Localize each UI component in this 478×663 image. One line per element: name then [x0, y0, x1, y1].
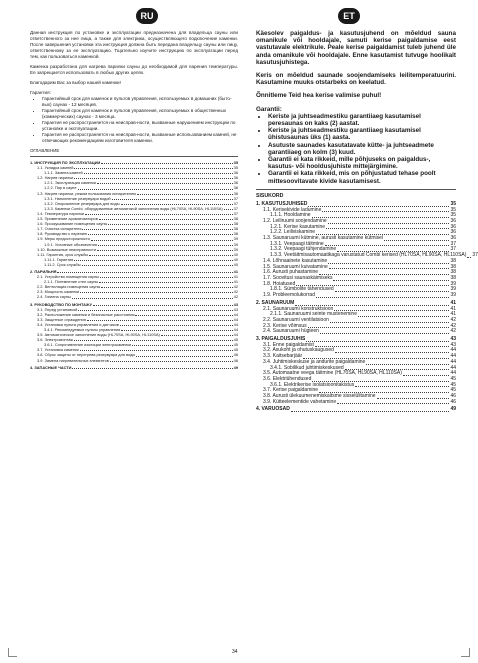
- toc-entry-page: 40: [233, 256, 238, 262]
- toc-leader-dots: [312, 217, 450, 218]
- toc-entry-title: 1.8. Hoiatused: [263, 280, 296, 287]
- toc-entry-page: 46: [450, 393, 456, 400]
- toc-entry-page: 36: [233, 185, 238, 191]
- toc-entry-title: 3.6. Elektriühendused: [263, 375, 312, 382]
- toc-leader-dots: [78, 310, 232, 311]
- language-badge-ru: RU: [136, 8, 158, 24]
- toc-entry-page: 41: [450, 305, 456, 312]
- toc-entry-page: 38: [450, 269, 456, 276]
- toc-entry-title: 1.3.2. Опорожнение резервуара для воды: [44, 200, 120, 206]
- toc-entry-title: 1.6. Проскушивание помещения сауны: [37, 221, 108, 227]
- toc-entry: [256, 400, 456, 406]
- toc-leader-dots: [74, 340, 233, 341]
- toc-leader-dots: [87, 320, 233, 321]
- toc-entry: [256, 293, 456, 299]
- toc-leader-dots: [74, 168, 232, 169]
- toc-entry-title: 3.1. Enne paigaldamist: [263, 341, 314, 348]
- toc-entry-page: 37: [233, 200, 238, 206]
- toc-leader-dots: [99, 219, 233, 220]
- thanks-paragraph: Õnnitleme Teid hea kerise valimise puhul!: [256, 92, 382, 100]
- toc-entry-page: 43: [233, 301, 238, 307]
- toc-leader-dots: [82, 229, 232, 230]
- toc-entry-page: 49: [233, 364, 238, 370]
- table-of-contents: [30, 160, 238, 370]
- toc-entry: [30, 262, 238, 267]
- toc-leader-dots: [101, 287, 232, 288]
- toc-entry-title: 2.2. Saunaruumi ventilatsioon: [263, 316, 329, 323]
- toc-leader-dots: [384, 240, 449, 241]
- toc-entry-page: 46: [450, 398, 456, 405]
- toc-leader-dots: [110, 361, 233, 362]
- toc-entry-title: 1.8.1. Sümbolite tähendused: [270, 286, 334, 293]
- toc-entry-page: 42: [450, 316, 456, 323]
- toc-entry-page: 45: [233, 342, 238, 348]
- toc-entry-page: 41: [450, 311, 456, 318]
- toc-entry-page: 40: [233, 261, 238, 267]
- toc-leader-dots: [121, 330, 232, 331]
- toc-entry-page: 41: [233, 274, 238, 280]
- toc-entry-title: 2.2. Вентиляция помещения сауны: [37, 284, 101, 290]
- toc-entry-title: 2.3. Мощность каменки: [37, 289, 80, 295]
- toc-entry-page: 36: [233, 175, 238, 181]
- toc-entry-page: 43: [233, 306, 238, 312]
- toc-entry-title: 3.8. Сброс защиты от перегрева резервуара для воды: [37, 352, 136, 358]
- toc-entry-page: 35: [450, 206, 456, 213]
- toc-entry-title: 1.11.1. Гарантия: [44, 256, 74, 262]
- guarantee-item: • Гарантийный срок для каменок и пультов управления, используемых в домашних (быто-вых) саунах - 12 месяцев.: [42, 96, 238, 108]
- toc-leader-dots: [97, 183, 233, 184]
- toc-leader-dots: [80, 292, 232, 293]
- toc-entry-title: 4. VARUOSAD: [256, 406, 290, 413]
- toc-leader-dots: [337, 403, 449, 404]
- toc-entry: [30, 294, 238, 299]
- table-of-contents: [256, 200, 478, 413]
- toc-entry-title: 1.9.1. Условные обозначения: [44, 241, 97, 247]
- toc-entry-page: 44: [233, 321, 238, 327]
- toc-leader-dots: [72, 298, 233, 299]
- divider: [256, 189, 456, 190]
- toc-leader-dots: [467, 257, 471, 258]
- toc-entry-page: 38: [233, 221, 238, 227]
- toc-entry-title: 1.1. Укладка камней: [37, 165, 74, 171]
- toc-leader-dots: [132, 345, 233, 346]
- toc-entry-title: 2.1. Saunaruumi konstruktsioon: [263, 305, 334, 312]
- toc-entry-page: 40: [233, 251, 238, 257]
- toc-leader-dots: [121, 204, 233, 205]
- toc-entry-page: 45: [233, 347, 238, 353]
- toc-entry-page: 36: [450, 229, 456, 236]
- toc-leader-dots: [98, 245, 233, 246]
- toc-entry-title: 3.9. Замена нагревательных элементов: [37, 357, 109, 363]
- toc-entry-title: 1.9. Probleemolukorrad: [263, 292, 315, 299]
- toc-leader-dots: [366, 364, 449, 365]
- toc-leader-dots: [101, 163, 232, 164]
- guarantee-item: • Keriste ja juhtseadmestiku garantiiaeg kasutamisel peresaunas on kaks (2) aastat.: [268, 113, 456, 127]
- toc-entry-page: 44: [450, 364, 456, 371]
- toc-leader-dots: [137, 194, 233, 195]
- toc-entry-title: 3.7. Kerise paigaldamine: [263, 387, 319, 394]
- toc-leader-dots: [85, 214, 233, 215]
- toc-entry-title: 3. PAIGALDUSJUHIS: [256, 336, 306, 343]
- toc-leader-dots: [333, 280, 449, 281]
- toc-entry-page: 44: [450, 358, 456, 365]
- toc-entry-title: 1. KASUTUSJUHISED: [256, 200, 308, 207]
- toc-leader-dots: [99, 282, 232, 283]
- toc-entry-title: 1.7. Очистка испарителя: [37, 226, 82, 232]
- toc-entry-title: 3.5. Automaatne veega täitmine (HL70SA, HL90SA, HL110SA): [263, 370, 402, 377]
- purpose-paragraph: Каменка разработана для нагрева парилки сауны до необходимой для парения температуры. Ее запрещается использовать в любых других целях.: [30, 64, 238, 75]
- toc-entry-page: 36: [450, 223, 456, 230]
- toc-entry-title: 1.2.2. Leiliviskamine: [270, 229, 316, 236]
- toc-entry-title: 4. ЗАПАСНЫЕ ЧАСТИ: [30, 364, 72, 370]
- toc-entry-page: 37: [233, 195, 238, 201]
- toc-entry-title: 3.5. Автоматическое заполнение воды (HL70SA, HL90SA, HL110SA): [37, 332, 160, 338]
- toc-entry-title: 1.1.1. Замена камней: [44, 170, 83, 176]
- toc-entry-title: 1.3.1. Veepaagi täitmine: [270, 240, 324, 247]
- toc-entry-page: 38: [450, 263, 456, 270]
- toc-entry-page: 44: [233, 316, 238, 322]
- toc-entry-title: 2.1.1. Saunaruumi seinte mustenemine: [270, 311, 357, 318]
- guarantee-item: • Гарантия не распространяется на неисправ-ности, вызванные нарушением инструкции по установке и эксплуатации.: [42, 120, 238, 132]
- toc-entry-title: 3.7. Установка каменки: [37, 347, 79, 353]
- toc-entry-page: 35: [450, 212, 456, 219]
- toc-entry-page: 44: [233, 327, 238, 332]
- toc-entry-title: 1.10. Возможные неисправности: [37, 246, 96, 252]
- toc-entry-title: 1.3.3. Каменки Combi, оборудованные автоматикой заполнения воды (HL70SA, HL90SA, HL110SA): [44, 205, 223, 211]
- toc-entry-title: 2. SAUNARUUM: [256, 299, 295, 306]
- guarantee-list: [256, 113, 456, 185]
- toc-leader-dots: [403, 375, 450, 376]
- toc-entry-page: 42: [233, 294, 238, 300]
- toc-leader-dots: [80, 350, 233, 351]
- toc-entry-title: 3.6.1. Сопротивление изоляции электрокаменки: [44, 342, 132, 348]
- toc-leader-dots: [112, 199, 233, 200]
- toc-leader-dots: [97, 250, 233, 251]
- purpose-paragraph: Keris on mõeldud saunade soojendamiseks leilitemperatuurini. Kasutamine muuks otstarbeks on keelatud.: [256, 72, 456, 87]
- toc-entry: [256, 329, 456, 335]
- toc-leader-dots: [89, 255, 233, 256]
- toc-leader-dots: [120, 325, 233, 326]
- guarantee-item: • Garantii ei kata rikkeid, mille põhjuseks on paigaldus-, kasutus- või hooldusjuhiste mittejärgimine.: [268, 156, 456, 170]
- toc-leader-dots: [74, 178, 232, 179]
- toc-entry-title: 1.2.1. Эксплуатация каменки: [44, 180, 96, 186]
- toc-leader-dots: [78, 189, 233, 190]
- toc-leader-dots: [322, 211, 449, 212]
- toc-entry-page: 36: [233, 170, 238, 176]
- toc-entry-page: 39: [233, 236, 238, 242]
- toc-leader-dots: [329, 268, 450, 269]
- toc-entry-title: 1.3. Saunaruumi kütmine, aurusti kasutamine kütmisel: [263, 235, 384, 242]
- toc-entry-title: 1.2.2. Пар в сауне: [44, 185, 77, 191]
- toc-entry-page: 44: [450, 347, 456, 354]
- toc-entry-page: 38: [450, 257, 456, 264]
- toc-leader-dots: [358, 316, 449, 317]
- toc-leader-dots: [100, 277, 233, 278]
- toc-entry-page: 44: [233, 311, 238, 317]
- guarantee-item: • Гарантийный срок для каменок и пультов управления, используемых в общественных (коммерческих) саунах - 3 месяца.: [42, 108, 238, 120]
- toc-entry-title: 1.1. Kerisekivide ladumine: [263, 206, 322, 213]
- toc-entry-title: 1.5. Применение ароматизаторов: [37, 216, 98, 222]
- toc-entry-title: 3.3. Защитные ограждения: [37, 316, 86, 322]
- toc-entry-page: 39: [450, 286, 456, 293]
- divider: [30, 156, 238, 157]
- toc-entry-title: 2.1.1. Потемнение стен сауны: [44, 279, 99, 285]
- toc-leader-dots: [319, 274, 449, 275]
- toc-entry-page: 37: [450, 246, 456, 253]
- guarantee-item: • Asutuste saunades kasutatavate kütte- ja juhtseadmete garantiiaeg on kolm (3) kuud.: [268, 142, 456, 156]
- toc-entry-page: 38: [233, 226, 238, 232]
- toc-entry-page: 42: [233, 284, 238, 290]
- toc-leader-dots: [224, 209, 233, 210]
- toc-entry-title: 1.11. Гарантия, срок службы: [37, 251, 89, 257]
- toc-entry-title: 1.11.2. Срок службы: [44, 261, 81, 267]
- toc-leader-dots: [320, 333, 450, 334]
- crop-mark: [8, 648, 17, 657]
- page-number: 34: [232, 649, 238, 655]
- russian-column: [30, 30, 238, 370]
- toc-entry-title: 3.2. Asukoht ja ohutuskaugused: [263, 347, 334, 354]
- toc-entry: [30, 365, 238, 370]
- toc-leader-dots: [84, 173, 233, 174]
- toc-entry-title: 1.1.1. Hooldamine: [270, 212, 311, 219]
- toc-entry-title: 1.3.2. Veepaagi tühjendamine: [270, 246, 337, 253]
- toc-entry-page: 37: [233, 210, 238, 216]
- toc-entry-page: 43: [450, 336, 456, 343]
- guarantee-item: • Garantii ei kata rikkeid, mis on põhjustatud tehase poolt mittesoovitavate kivide kasutamisest.: [268, 170, 456, 184]
- guarantee-list: [30, 96, 238, 144]
- toc-entry-title: 2. ПАРИЛЬНЯ: [30, 268, 57, 274]
- toc-leader-dots: [161, 335, 233, 336]
- toc-entry-page: 36: [450, 235, 456, 242]
- toc-leader-dots: [326, 228, 449, 229]
- toc-leader-dots: [308, 327, 450, 328]
- toc-entry-title: 3.2. Расположение каменки и безопасные расстояния: [37, 311, 135, 317]
- toc-entry-title: 1.6. Aurusti puhastamine: [263, 269, 319, 276]
- toc-entry-title: 1.2. Нагрев парилки: [37, 175, 74, 181]
- toc-entry-page: 37: [450, 240, 456, 247]
- toc-leader-dots: [377, 398, 450, 399]
- toc-leader-dots: [136, 356, 233, 357]
- toc-entry-title: 1. ИНСТРУКЦИЯ ПО ЭКСПЛУАТАЦИИ: [30, 160, 101, 165]
- toc-leader-dots: [328, 223, 450, 224]
- toc-entry-page: 38: [233, 216, 238, 222]
- toc-leader-dots: [74, 260, 232, 261]
- toc-entry-page: 41: [450, 299, 456, 306]
- toc-entry-page: 41: [233, 268, 238, 274]
- toc-entry-title: 1.3.3. Veetäitmisautomaatikaga varustatud Combi kerised (HL70SA, HL90SA, HL110SA): [270, 252, 467, 259]
- toc-entry-page: 35: [233, 165, 238, 171]
- toc-leader-dots: [316, 297, 449, 298]
- toc-entry-title: 1.2.1. Kerise kasutamine: [270, 223, 326, 230]
- language-badge-et: ET: [338, 8, 360, 24]
- toc-entry-title: 1.3. Нагрев парилки, режим пользования испарителем: [37, 190, 136, 196]
- toc-entry-title: 3.4. Установка пульта управления и датчиков: [37, 321, 119, 327]
- toc-leader-dots: [335, 291, 450, 292]
- toc-leader-dots: [88, 234, 233, 235]
- toc-entry-page: 46: [233, 357, 238, 363]
- toc-entry-page: 49: [450, 406, 456, 413]
- estonian-column: [256, 30, 478, 413]
- toc-entry-title: 1.4. Lõhnaainete kasutamine: [263, 257, 328, 264]
- toc-entry-page: 44: [450, 370, 456, 377]
- toc-entry-title: 1.3.1. Наполнение резервуара водой: [44, 195, 111, 201]
- toc-entry-title: 2.3. Kerise võimsus: [263, 322, 307, 329]
- toc-leader-dots: [291, 411, 450, 412]
- toc-entry-title: 1.4. Температура парилки: [37, 210, 84, 216]
- toc-leader-dots: [135, 315, 232, 316]
- toc-entry-page: 36: [233, 190, 238, 196]
- toc-entry-title: 1.2. Leiliruumi soojendamine: [263, 217, 327, 224]
- guarantee-heading: Гарантия:: [30, 90, 51, 95]
- guarantee-heading: Garantii:: [256, 105, 282, 113]
- toc-entry-title: 3.3. Kaitsebarjäär: [263, 353, 303, 360]
- toc-leader-dots: [72, 368, 232, 369]
- toc-entry: [256, 407, 456, 413]
- toc-title: ОГЛАВЛЕНИЕ: [30, 148, 60, 153]
- toc-entry-title: 3.4.1. Рекомендуемые пульты управления: [44, 327, 121, 332]
- toc-entry-page: 38: [233, 231, 238, 237]
- toc-entry-title: 3.8. Aurusti ülekuumenemiskaitsme sisselülitamine: [263, 393, 376, 400]
- toc-entry-title: 3.4.1. Sobilikud juhtimiskeskused: [270, 364, 344, 371]
- toc-entry-page: 41: [233, 279, 238, 285]
- toc-leader-dots: [315, 346, 450, 347]
- toc-leader-dots: [325, 245, 450, 246]
- toc-entry: [30, 358, 238, 363]
- toc-entry-page: 36: [450, 217, 456, 224]
- toc-entry-page: 39: [233, 241, 238, 247]
- toc-entry-title: 3.6. Электромонтаж: [37, 337, 74, 343]
- toc-entry-page: 37: [472, 252, 478, 259]
- toc-entry-title: 3. РУКОВОДСТВО ПО МОНТАЖУ: [30, 301, 93, 307]
- toc-leader-dots: [93, 305, 233, 306]
- toc-entry-title: 3.6.1. Elektrikerise isolatsioonitakistus: [270, 381, 355, 388]
- toc-entry-page: 42: [450, 322, 456, 329]
- toc-entry-title: 1.8. Руководство к парению: [37, 231, 88, 237]
- toc-entry-page: 45: [233, 337, 238, 343]
- toc-leader-dots: [330, 322, 450, 323]
- toc-entry-page: 38: [450, 275, 456, 281]
- toc-leader-dots: [306, 341, 449, 342]
- toc-leader-dots: [57, 272, 232, 273]
- toc-entry-title: 2.1. Устройство помещения сауны: [37, 274, 99, 280]
- toc-entry-page: 44: [233, 332, 238, 338]
- toc-title: SISUKORD: [256, 192, 284, 199]
- toc-entry-page: 43: [450, 341, 456, 348]
- toc-entry-title: 1.5. Saunaruumi kuivatamine: [263, 263, 328, 270]
- toc-entry-page: 37: [233, 205, 238, 211]
- toc-leader-dots: [335, 352, 450, 353]
- toc-entry-page: 39: [450, 280, 456, 287]
- toc-entry-page: 36: [233, 180, 238, 186]
- toc-leader-dots: [108, 224, 232, 225]
- toc-leader-dots: [82, 265, 233, 266]
- toc-leader-dots: [91, 240, 233, 241]
- guarantee-item: • Keriste ja juhtseadmestiku garantiiaeg kasutamisel ühistusaunas üks (1) aasta.: [268, 127, 456, 141]
- toc-entry-page: 42: [450, 328, 456, 335]
- toc-entry-title: 1.9. Меры предосторожности: [37, 236, 90, 242]
- toc-leader-dots: [355, 386, 449, 387]
- toc-entry-page: 45: [450, 387, 456, 394]
- toc-entry-title: 2.4. Гигиена сауны: [37, 294, 71, 300]
- toc-entry-page: 42: [233, 289, 238, 295]
- toc-entry-title: 3.9. Kütteelementide vahetamine: [263, 398, 337, 405]
- toc-entry-page: 45: [450, 381, 456, 388]
- intro-paragraph: Данная инструкция по установке и эксплуатации предназначена для владельца сауны или ответственного за нее лица, а также для электрика, осуществляющего подключение каменки. После завершения установки эта инструкция должна быть передана владельцу сауны или лицу, ответственному за ее эксплуатацию. Тщательно изучите инструкцию по эксплуатации перед тем, как пользоваться каменкой.: [30, 30, 238, 59]
- intro-paragraph: Käesolev paigaldus- ja kasutusjuhend on mõeldud sauna omanikule või hooldajale, samuti kerise paigaldamise eest vastutavale elektrikule. Peale kerise paigaldamist tuleb juhend üle anda omanikule või hooldajale. Enne kasutamist tutvuge hoolikalt kasutusjuhistega.: [256, 30, 456, 66]
- toc-entry-page: 35: [233, 160, 238, 165]
- toc-entry-page: 44: [450, 353, 456, 360]
- toc-entry-title: 3.1. Перед установкой: [37, 306, 78, 312]
- toc-entry-title: 1.7. Soovitusi saunaskäimiseks: [263, 275, 333, 281]
- toc-entry-page: 35: [450, 200, 456, 207]
- toc-entry-title: 2.4. Saunaruumi hügieen: [263, 328, 319, 335]
- thanks-paragraph: Благодарим Вас за выбор нашей каменки!: [30, 80, 121, 85]
- crop-mark: [461, 648, 470, 657]
- toc-leader-dots: [328, 263, 449, 264]
- toc-entry-page: 39: [450, 292, 456, 299]
- guarantee-item: • Гарантия не распространяется на неисправ-ности, вызванные использованием камней, не отвечающих рекомендациям изготовителя каменки.: [42, 132, 238, 144]
- toc-entry-page: 46: [233, 352, 238, 358]
- toc-entry-page: 39: [233, 246, 238, 252]
- toc-leader-dots: [308, 206, 449, 207]
- toc-entry-title: 3.4. Juhtimiskeskuse ja andurite paigaldamine: [263, 358, 366, 365]
- toc-entry-page: 45: [450, 375, 456, 382]
